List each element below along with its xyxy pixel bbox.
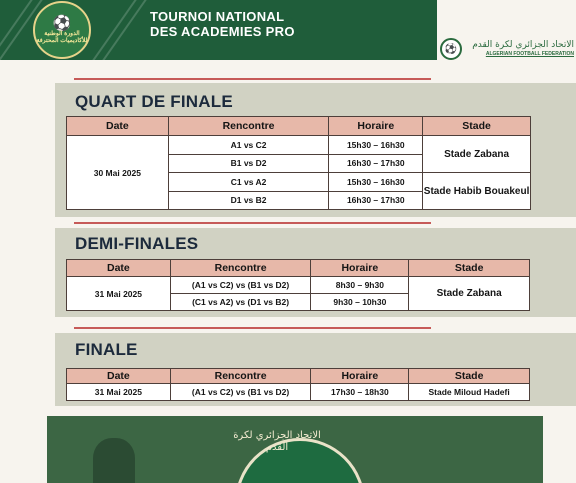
federation-name-ar: الاتحاد الجزائري لكرة القدم <box>472 40 574 50</box>
match-time: 15h30 – 16h30 <box>329 173 423 192</box>
match-time: 15h30 – 16h30 <box>329 136 423 155</box>
title-line-1: TOURNOI NATIONAL <box>150 9 285 24</box>
emblem-text: الاتحاد الجزائري لكرة القدم <box>233 430 321 453</box>
match-stadium: Stade Zabana <box>409 277 530 311</box>
federation-emblem-icon: ⚽ <box>440 38 462 60</box>
match-teams: C1 vs A2 <box>168 173 329 192</box>
table-row <box>67 136 531 155</box>
column-header-stadium: Stade <box>409 260 530 277</box>
section-title-final: FINALE <box>75 340 138 359</box>
table-row <box>67 277 530 294</box>
column-header-date: Date <box>67 369 171 384</box>
match-date: 31 Mai 2025 <box>67 384 171 401</box>
match-time: 8h30 – 9h30 <box>311 277 409 294</box>
column-header-match: Rencontre <box>168 117 329 136</box>
soccer-ball-icon: ⚽ <box>52 14 72 32</box>
match-stadium: Stade Zabana <box>423 136 531 173</box>
title-line-2: DES ACADEMIES PRO <box>150 24 295 39</box>
divider <box>74 78 431 80</box>
table-header-row <box>67 260 530 277</box>
table-row <box>67 384 530 401</box>
match-time: 17h30 – 18h30 <box>311 384 409 401</box>
table-header-row <box>67 369 530 384</box>
column-header-time: Horaire <box>311 369 409 384</box>
final-table <box>66 368 530 401</box>
divider <box>74 327 431 329</box>
match-time: 16h30 – 17h30 <box>329 191 423 210</box>
column-header-date: Date <box>67 260 171 277</box>
match-teams: A1 vs C2 <box>168 136 329 155</box>
header-banner <box>0 0 437 60</box>
column-header-date: Date <box>67 117 169 136</box>
table-header-row <box>67 117 531 136</box>
column-header-stadium: Stade <box>409 369 530 384</box>
column-header-time: Horaire <box>329 117 423 136</box>
match-teams: (C1 vs A2) vs (D1 vs B2) <box>170 294 311 311</box>
federation-name-en: ALGERIAN FOOTBALL FEDERATION <box>485 51 574 57</box>
match-date: 30 Mai 2025 <box>67 136 169 210</box>
section-title-quarter: QUART DE FINALE <box>75 92 233 111</box>
match-teams: B1 vs D2 <box>168 154 329 173</box>
page-title <box>150 9 295 39</box>
match-stadium: Stade Miloud Hadefi <box>409 384 530 401</box>
match-teams: (A1 vs C2) vs (B1 vs D2) <box>170 384 311 401</box>
match-teams: D1 vs B2 <box>168 191 329 210</box>
section-title-semi: DEMI-FINALES <box>75 234 199 253</box>
match-time: 9h30 – 10h30 <box>311 294 409 311</box>
column-header-stadium: Stade <box>423 117 531 136</box>
match-teams: (A1 vs C2) vs (B1 vs D2) <box>170 277 311 294</box>
tournament-logo-text: الدورة الوطنية للأكاديميات المحترفة <box>36 30 88 44</box>
match-time: 16h30 – 17h30 <box>329 154 423 173</box>
match-stadium: Stade Habib Bouakeul <box>423 173 531 210</box>
divider <box>74 222 431 224</box>
quarter-final-table <box>66 116 531 210</box>
player-silhouette <box>93 438 135 483</box>
column-header-match: Rencontre <box>170 369 311 384</box>
semi-final-table <box>66 259 530 311</box>
column-header-match: Rencontre <box>170 260 311 277</box>
federation-name <box>466 40 574 58</box>
column-header-time: Horaire <box>311 260 409 277</box>
match-date: 31 Mai 2025 <box>67 277 171 311</box>
tournament-logo <box>33 1 91 59</box>
